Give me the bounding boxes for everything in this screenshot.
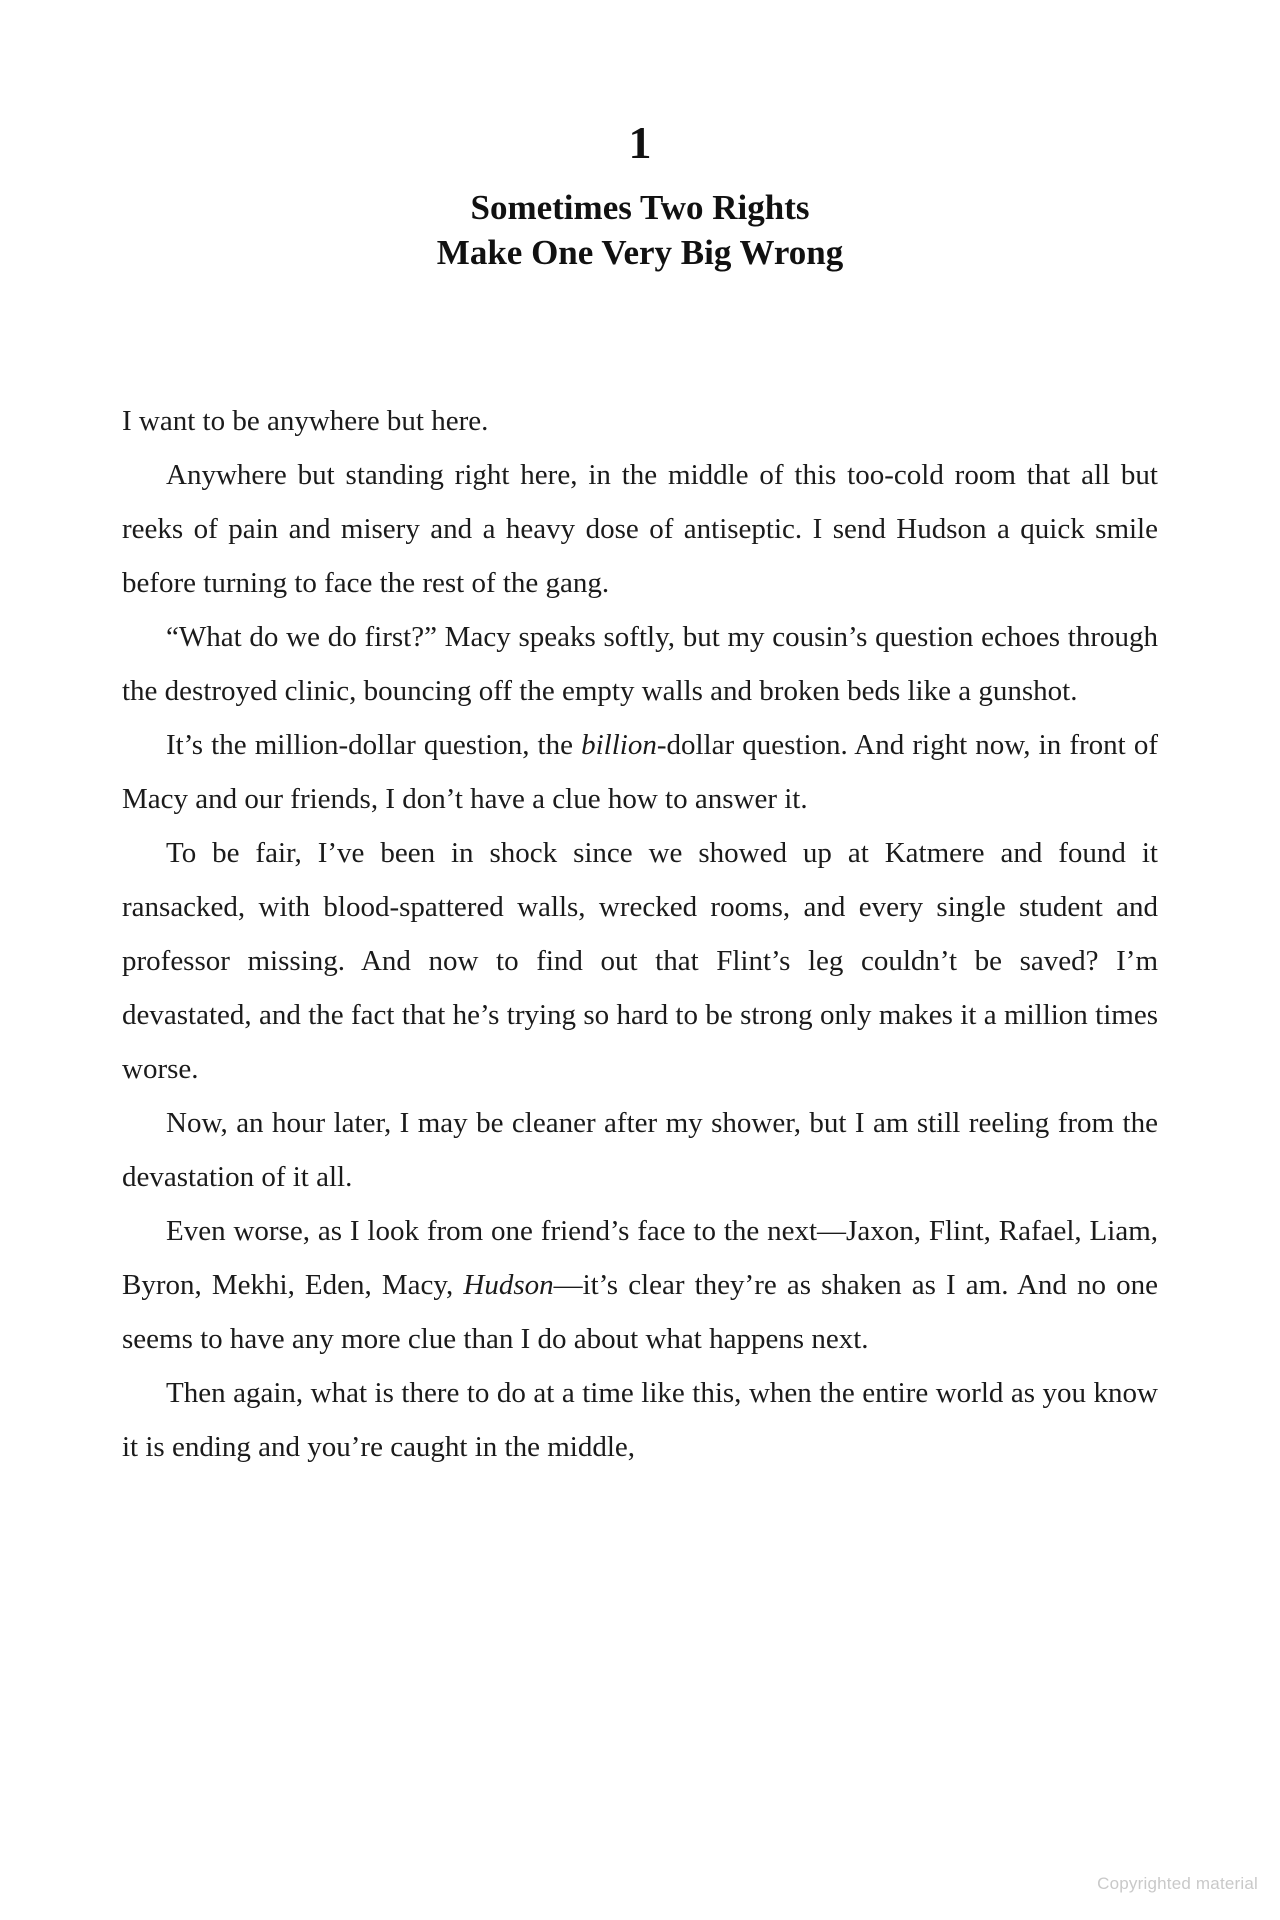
text-segment: To be fair, I’ve been in shock since we showed up at Katmere and found it ransacked, with blood-spattered walls, wrecked rooms, and every single student and professor missing. And now to find out that Flint’s leg couldn’t be saved? I’m devastated, and the fact that he’s trying so hard to be strong only makes it a million times worse. [122,836,1158,1085]
text-segment: Then again, what is there to do at a time like this, when the entire world as you know it is ending and you’re caught in the middle, [122,1376,1158,1463]
text-segment: -dollar question. And right now, in front of Macy and our friends, I don’t have a clue how to answer it. [122,728,1158,815]
paragraph [122,610,1158,718]
paragraph [122,718,1158,826]
paragraph [122,826,1158,1096]
text-segment: I want to be anywhere but here. [122,404,489,437]
chapter-number: 1 [628,117,652,168]
italic-text-segment: Hudson [463,1268,554,1301]
chapter-title-line-1: Sometimes Two Rights [470,188,810,227]
chapter-title [122,186,1158,276]
chapter-title-line-2: Make One Very Big Wrong [436,232,844,272]
paragraph [122,394,1158,448]
text-segment: Anywhere but standing right here, in the middle of this too-cold room that all but reeks of pain and misery and a heavy dose of antiseptic. I send Hudson a quick smile before turning to face the rest of the gang. [122,458,1158,599]
paragraph [122,1096,1158,1204]
chapter-heading [122,117,1158,276]
text-segment: Now, an hour later, I may be cleaner after my shower, but I am still reeling from the devastation of it all. [122,1106,1158,1193]
paragraph [122,448,1158,610]
copyright-watermark: Copyrighted material [1097,1874,1258,1893]
italic-text-segment: billion [581,728,657,761]
chapter-body [122,394,1158,1474]
text-segment: It’s the million-dollar question, the [166,728,582,761]
text-segment: —it’s clear they’re as shaken as I am. And no one seems to have any more clue than I do about what happens next. [122,1268,1159,1355]
paragraph [122,1204,1158,1366]
text-segment: “What do we do first?” Macy speaks softly, but my cousin’s question echoes through the destroyed clinic, bouncing off the empty walls and broken beds like a gunshot. [122,620,1158,707]
text-segment: Even worse, as I look from one friend’s face to the next—Jaxon, Flint, Rafael, Liam, Byron, Mekhi, Eden, Macy, [122,1214,1158,1301]
paragraph [122,1366,1158,1474]
